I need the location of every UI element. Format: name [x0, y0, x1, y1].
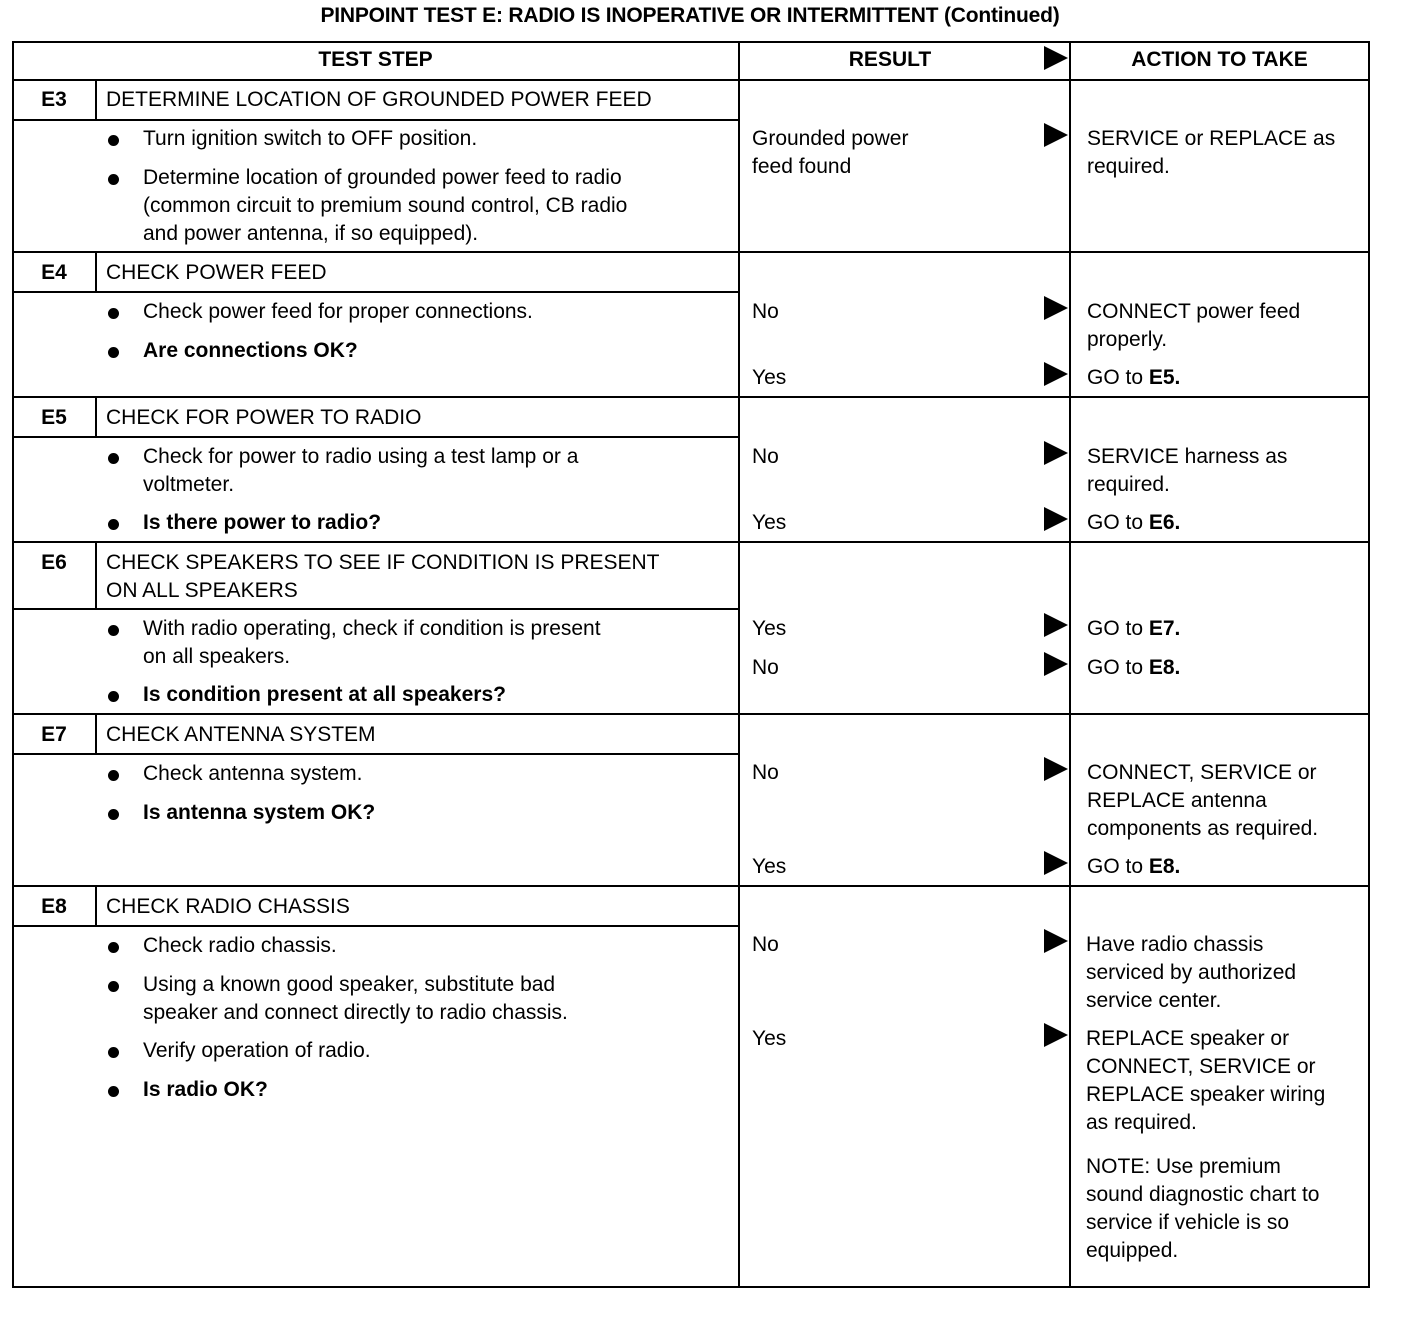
step-id: E5 [41, 406, 67, 429]
step-heading: CHECK POWER FEED [106, 261, 327, 284]
step-instruction: Check antenna system. [143, 762, 363, 785]
result-text: No [752, 300, 779, 323]
step-heading: DETERMINE LOCATION OF GROUNDED POWER FEED [106, 88, 652, 111]
note-text: NOTE: Use premium [1086, 1155, 1281, 1178]
arrow-icon [1044, 362, 1068, 386]
bullet-icon [108, 519, 119, 530]
bullet-icon [108, 625, 119, 636]
result-text: No [752, 761, 779, 784]
action-text: service center. [1086, 989, 1222, 1012]
action-text: REPLACE speaker wiring [1086, 1083, 1326, 1106]
header-result: RESULT [848, 48, 932, 71]
action-text: GO to E5. [1087, 366, 1181, 389]
step-heading: CHECK ANTENNA SYSTEM [106, 723, 376, 746]
step-instruction: Using a known good speaker, substitute bad [143, 973, 556, 996]
step-heading: CHECK SPEAKERS TO SEE IF CONDITION IS PRESENT [106, 551, 660, 574]
arrow-icon [1044, 613, 1068, 637]
step-question: Is radio OK? [143, 1078, 268, 1101]
result-text: Yes [752, 1027, 787, 1050]
step-instruction: on all speakers. [143, 645, 291, 668]
action-text: required. [1087, 473, 1170, 496]
step-question: Is antenna system OK? [143, 801, 376, 824]
action-text: REPLACE antenna [1087, 789, 1267, 812]
arrow-icon [1044, 441, 1068, 465]
step-instruction: Verify operation of radio. [143, 1039, 371, 1062]
step-question: Is condition present at all speakers? [143, 683, 506, 706]
action-text: REPLACE speaker or [1086, 1027, 1290, 1050]
result-text: Yes [752, 366, 787, 389]
arrow-icon [1044, 507, 1068, 531]
header-test-step: TEST STEP [318, 48, 433, 71]
action-text: GO to E7. [1087, 617, 1181, 640]
note-text: service if vehicle is so [1086, 1211, 1290, 1234]
bullet-icon [108, 453, 119, 464]
step-instruction: Determine location of grounded power feed to radio [143, 166, 622, 189]
bullet-icon [108, 809, 119, 820]
arrow-icon [1044, 929, 1068, 953]
bullet-icon [108, 770, 119, 781]
step-id: E7 [41, 723, 67, 746]
action-text: required. [1087, 155, 1170, 178]
arrow-icon [1044, 1023, 1068, 1047]
arrow-icon [1044, 851, 1068, 875]
result-text: Yes [752, 511, 787, 534]
arrow-icon [1044, 46, 1068, 70]
step-question: Are connections OK? [143, 339, 358, 362]
step-reference: E7. [1148, 617, 1181, 640]
action-text: serviced by authorized [1086, 961, 1297, 984]
action-text: GO to E8. [1087, 855, 1181, 878]
step-question: Is there power to radio? [143, 511, 382, 534]
arrow-icon [1044, 296, 1068, 320]
action-text: SERVICE harness as [1087, 445, 1288, 468]
bullet-icon [108, 308, 119, 319]
step-instruction: and power antenna, if so equipped). [143, 222, 479, 245]
action-text: CONNECT power feed [1087, 300, 1301, 323]
step-heading: CHECK FOR POWER TO RADIO [106, 406, 422, 429]
result-text: No [752, 933, 779, 956]
step-reference: E8. [1148, 656, 1181, 679]
bullet-icon [108, 347, 119, 358]
arrow-icon [1044, 652, 1068, 676]
step-instruction: voltmeter. [143, 473, 235, 496]
step-id: E4 [41, 261, 67, 284]
step-id: E6 [41, 551, 67, 574]
step-instruction: Check for power to radio using a test lamp or a [143, 445, 579, 468]
step-id: E8 [41, 895, 67, 918]
note-text: equipped. [1086, 1239, 1179, 1262]
step-instruction: Check radio chassis. [143, 934, 337, 957]
result-text: feed found [752, 155, 852, 178]
result-text: No [752, 656, 779, 679]
step-instruction: (common circuit to premium sound control, CB radio [143, 194, 628, 217]
step-instruction: Check power feed for proper connections. [143, 300, 533, 323]
action-text: SERVICE or REPLACE as [1087, 127, 1336, 150]
step-instruction: With radio operating, check if condition is present [143, 617, 601, 640]
page-title: PINPOINT TEST E: RADIO IS INOPERATIVE OR INTERMITTENT (Continued) [320, 4, 1060, 27]
arrow-icon [1044, 757, 1068, 781]
result-text: No [752, 445, 779, 468]
action-text: as required. [1086, 1111, 1197, 1134]
bullet-icon [108, 174, 119, 185]
result-text: Grounded power [752, 127, 909, 150]
action-text: CONNECT, SERVICE or [1087, 761, 1317, 784]
result-text: Yes [752, 855, 787, 878]
bullet-icon [108, 981, 119, 992]
result-text: Yes [752, 617, 787, 640]
action-text: GO to E8. [1087, 656, 1181, 679]
step-instruction: Turn ignition switch to OFF position. [143, 127, 478, 150]
step-instruction: speaker and connect directly to radio chassis. [143, 1001, 568, 1024]
action-text: CONNECT, SERVICE or [1086, 1055, 1316, 1078]
step-reference: E5. [1148, 366, 1181, 389]
step-heading: ON ALL SPEAKERS [106, 579, 298, 602]
action-text: GO to E6. [1087, 511, 1181, 534]
header-action: ACTION TO TAKE [1131, 48, 1308, 71]
action-text: components as required. [1087, 817, 1319, 840]
action-text: properly. [1087, 328, 1168, 351]
bullet-icon [108, 135, 119, 146]
step-heading: CHECK RADIO CHASSIS [106, 895, 350, 918]
bullet-icon [108, 691, 119, 702]
step-reference: E6. [1148, 511, 1181, 534]
arrow-icon [1044, 123, 1068, 147]
note-text: sound diagnostic chart to [1086, 1183, 1320, 1206]
bullet-icon [108, 942, 119, 953]
bullet-icon [108, 1047, 119, 1058]
step-reference: E8. [1148, 855, 1181, 878]
step-id: E3 [41, 88, 67, 111]
action-text: Have radio chassis [1086, 933, 1264, 956]
bullet-icon [108, 1086, 119, 1097]
